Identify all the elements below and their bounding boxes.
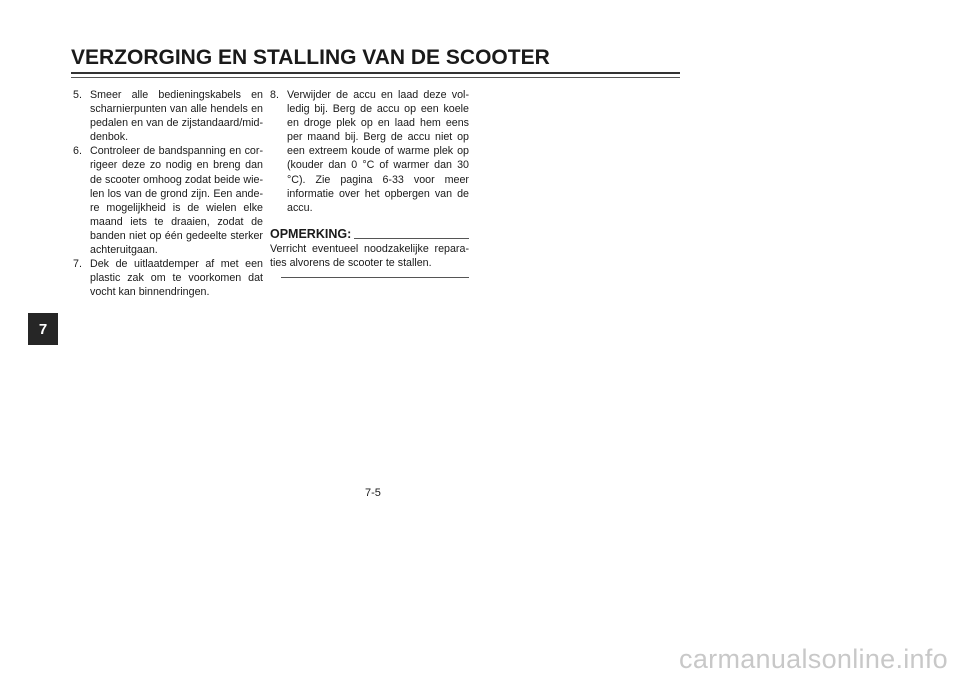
step-number: 7.	[73, 258, 82, 271]
title-rule-top	[71, 72, 680, 74]
chapter-tab: 7	[28, 313, 58, 345]
step-text: Controleer de bandspanning en corrigeer deze zo nodig en breng dan de scooter omhoog zodat beide wielen los van de grond zijn. Een andere mogelijkheid is de wielen elke maand iets te draaien, zodat de banden niet op één gedeelte sterker achteruitgaan.	[90, 145, 263, 257]
note-bottom-rule	[281, 277, 469, 278]
title-rule-bottom	[71, 77, 680, 78]
left-step-list	[73, 88, 263, 299]
right-step-list	[270, 88, 469, 215]
step-item-5	[73, 88, 263, 144]
note-text: Verricht eventueel noodzakelijke reparaties alvorens de scooter te stallen.	[270, 242, 469, 269]
page-title: VERZORGING EN STALLING VAN DE SCOOTER	[71, 46, 550, 69]
step-text: Verwijder de accu en laad deze volledig bij. Berg de accu op een koele en droge plek op en laad hem eens per maand bij. Berg de accu niet op een extreem koude of warme plek op (kouder dan 0 °C of warmer dan 30 °C). Zie pagina 6-33 voor meer informatie over het opbergen van de accu.	[287, 89, 469, 214]
step-text: Smeer alle bedieningskabels en scharnierpunten van alle hendels en pedalen en van de zijstandaard/middenbok.	[90, 89, 263, 144]
step-text: Dek de uitlaatdemper af met een plastic zak om te voorkomen dat vocht kan binnendringen.	[90, 258, 263, 299]
note-header	[270, 227, 469, 242]
step-item-6	[73, 144, 263, 257]
note-title: OPMERKING:	[270, 226, 352, 241]
step-item-8	[270, 88, 469, 215]
note-box	[270, 227, 469, 278]
step-number: 5.	[73, 89, 82, 101]
watermark: carmanualsonline.info	[679, 644, 948, 674]
page-number: 7-5	[365, 487, 381, 499]
step-number: 8.	[270, 89, 279, 101]
right-column	[270, 88, 469, 278]
note-header-rule	[354, 238, 469, 239]
step-number: 6.	[73, 145, 82, 158]
step-item-7	[73, 257, 263, 299]
left-column	[73, 88, 263, 299]
